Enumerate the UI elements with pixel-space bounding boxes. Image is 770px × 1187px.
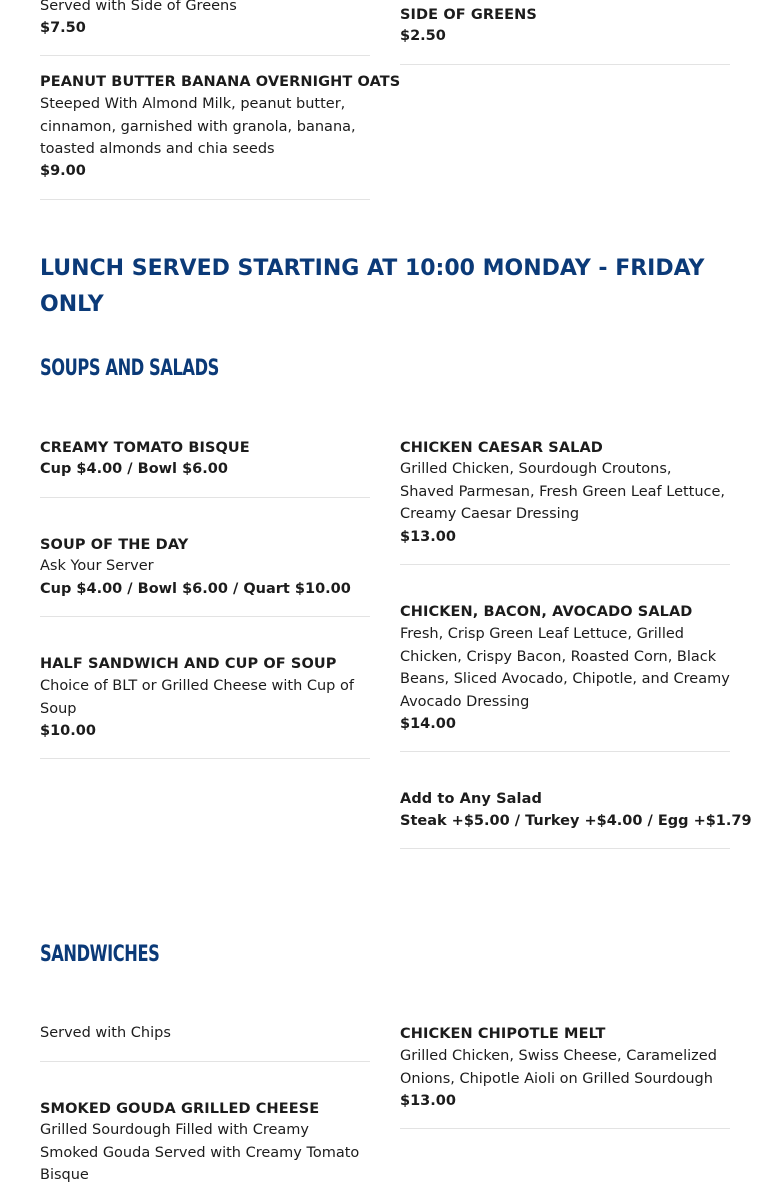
- menu-item-desc: Grilled Chicken, Sourdough Croutons, Shaved Parmesan, Fresh Green Leaf Lettuce, Creamy Caesar Dressing: [400, 461, 726, 522]
- menu-item-price: $7.50: [40, 20, 86, 36]
- menu-item-title: CHICKEN, BACON, AVOCADO SALAD: [400, 604, 693, 620]
- menu-item-title: CHICKEN CHIPOTLE MELT: [400, 1026, 606, 1042]
- lunch-heading: LUNCH SERVED STARTING AT 10:00 MONDAY - FRIDAY ONLY: [40, 256, 705, 317]
- menu-item-title: SMOKED GOUDA GRILLED CHEESE: [40, 1101, 320, 1117]
- menu-item-desc: Steeped With Almond Milk, peanut butter, cinnamon, garnished with granola, banana, toasted almonds and chia seeds: [40, 96, 356, 157]
- menu-item-price: Cup $4.00 / Bowl $6.00: [40, 461, 228, 477]
- menu-item-desc: Ask Your Server: [40, 558, 154, 574]
- menu-item-price: $10.00: [40, 723, 96, 739]
- menu-item-title: HALF SANDWICH AND CUP OF SOUP: [40, 656, 337, 672]
- menu-item-title: CREAMY TOMATO BISQUE: [40, 440, 250, 456]
- menu-item-price: $13.00: [400, 529, 456, 545]
- menu-item-title: SOUP OF THE DAY: [40, 537, 189, 553]
- menu-item-title: SIDE OF GREENS: [400, 7, 537, 23]
- menu-item-price: $13.00: [400, 1093, 456, 1109]
- menu-item-desc: Grilled Sourdough Filled with Creamy Smoked Gouda Served with Creamy Tomato Bisque: [40, 1122, 360, 1183]
- menu-item-desc: Choice of BLT or Grilled Cheese with Cup of Soup: [40, 678, 354, 717]
- divider: [40, 55, 370, 56]
- divider: [400, 751, 730, 752]
- menu-item-title: CHICKEN CAESAR SALAD: [400, 440, 603, 456]
- section-heading-soups-salads: SOUPS AND SALADS: [40, 356, 219, 381]
- menu-item-price: $2.50: [400, 28, 446, 44]
- menu-item-title: Add to Any Salad: [400, 791, 542, 807]
- menu-item-price: $9.00: [40, 163, 86, 179]
- menu-item-desc: Fresh, Crisp Green Leaf Lettuce, Grilled Chicken, Crispy Bacon, Roasted Corn, Black Beans, Sliced Avocado, Chipotle, and Creamy Avocado Dressing: [400, 626, 730, 710]
- menu-item-price: $14.00: [400, 716, 456, 732]
- menu-item-desc: Served with Chips: [40, 1025, 171, 1041]
- divider: [40, 616, 370, 617]
- divider: [40, 199, 370, 200]
- menu-item-price: Cup $4.00 / Bowl $6.00 / Quart $10.00: [40, 581, 351, 597]
- divider: [40, 758, 370, 759]
- menu-item-desc: Served with Side of Greens: [40, 0, 237, 14]
- divider: [400, 64, 730, 65]
- divider: [400, 1128, 730, 1129]
- divider: [400, 848, 730, 849]
- divider: [400, 564, 730, 565]
- section-heading-sandwiches: SANDWICHES: [40, 942, 160, 967]
- divider: [40, 1061, 370, 1062]
- menu-item-desc: Grilled Chicken, Swiss Cheese, Caramelized Onions, Chipotle Aioli on Grilled Sourdough: [400, 1048, 717, 1087]
- divider: [40, 497, 370, 498]
- menu-item-price: Steak +$5.00 / Turkey +$4.00 / Egg +$1.79: [400, 813, 752, 829]
- menu-item-title: PEANUT BUTTER BANANA OVERNIGHT OATS: [40, 74, 401, 90]
